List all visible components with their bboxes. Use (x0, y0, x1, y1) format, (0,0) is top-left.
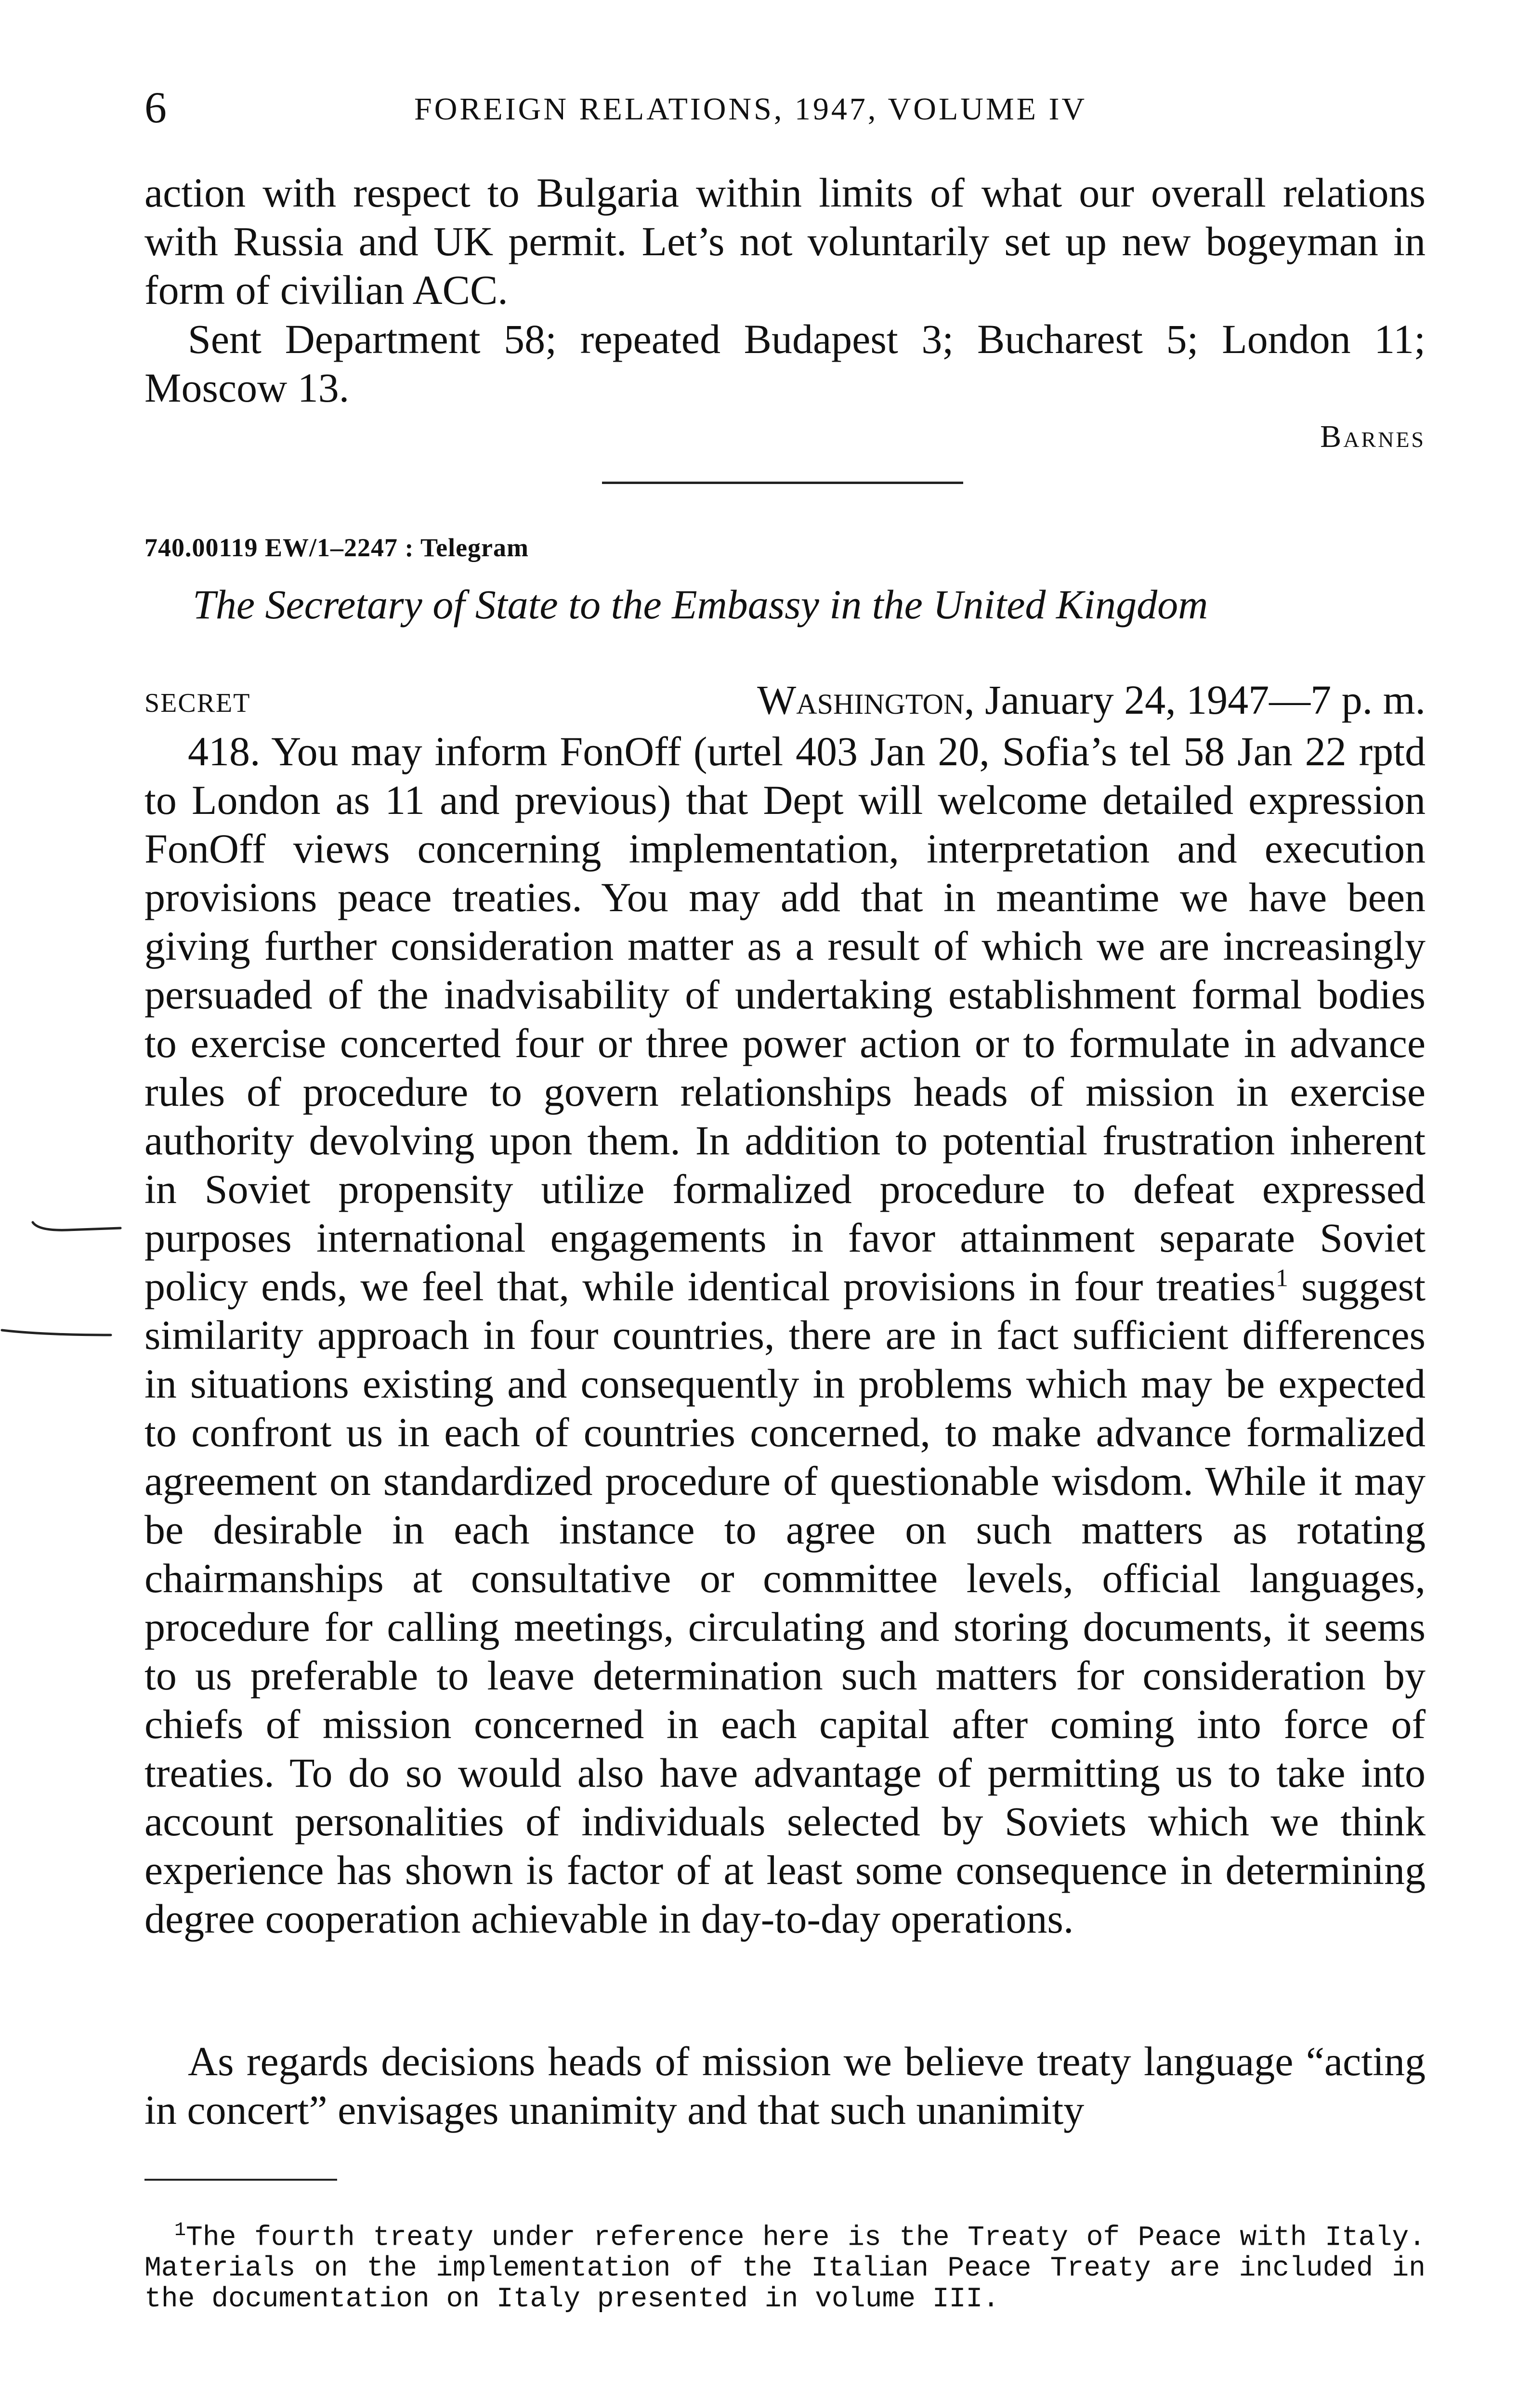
classification-label: SECRET (144, 688, 251, 718)
footnote (144, 2215, 1426, 2315)
document-title: The Secretary of State to the Embassy in the United Kingdom (193, 581, 1208, 628)
telegram-paragraph-2: As regards decisions heads of mission we believe treaty language “acting in concert” envisages unanimity and that such unanimity (144, 2038, 1426, 2133)
footnote-reference: 1 (1275, 1264, 1288, 1292)
telegram-text-part-2: suggest similarity approach in four countries, there are in fact sufficient differences in situations existing and consequently in problems which may be expected to confront us in each of countries concerned, to make advance formalized agreement on standardized procedure of questionable wisdom. While it may be desirable in each instance to agree on such matters as rotating chairmanships at consultative or committee levels, official languages, procedure for calling meetings, circulating and storing documents, it seems to us preferable to leave determination such matters for consideration by chiefs of mission concerned in each capital after coming into force of treaties. To do so would also have advantage of permitting us to take into account personalities of individuals selected by Soviets which we think experience has shown is factor of at least some consequence in determining degree cooperation achievable in day-to-day operations. (144, 1263, 1426, 1942)
margin-pencil-mark-2 (0, 1324, 116, 1344)
telegram-paragraph-1 (144, 727, 1426, 1943)
signature: Barnes (1320, 419, 1426, 454)
section-divider (602, 482, 963, 484)
running-head: FOREIGN RELATIONS, 1947, VOLUME IV (414, 92, 1087, 127)
footnote-divider (144, 2179, 337, 2181)
continuation-paragraph: action with respect to Bulgaria within limits of what our overall relations with Russia and UK permit. Let’s not voluntarily set up new bogeyman in form of civilian ACC. (144, 170, 1426, 313)
margin-pencil-mark-1 (29, 1218, 125, 1238)
dateline-date: , January 24, 1947—7 p. m. (964, 677, 1426, 723)
dateline-place: Washington (757, 677, 965, 723)
file-reference: 740.00119 EW/1–2247 : Telegram (144, 533, 529, 562)
distribution-paragraph: Sent Department 58; repeated Budapest 3; Bucharest 5; London 11; Moscow 13. (144, 316, 1426, 411)
page-number: 6 (144, 83, 167, 132)
footnote-marker: 1 (174, 2220, 186, 2241)
footnote-text: The fourth treaty under reference here is the Treaty of Peace with Italy. Materials on the implementation of the Italian Peace Treaty are included in the documentation on Italy presented in volume III. (144, 2222, 1426, 2316)
dateline (757, 673, 1426, 726)
telegram-text-part-1: 418. You may inform FonOff (urtel 403 Jan 20, Sofia’s tel 58 Jan 22 rptd to London as 11 and previous) that Dept will welcome detailed expression FonOff views concerning implementation, interpretation and execution provisions peace treaties. You may add that in meantime we have been giving further consideration matter as a result of which we are increasingly persuaded of the inadvisability of undertaking establishment formal bodies to exercise concerted four or three power action or to formulate in advance rules of procedure to govern relationships heads of mission in exercise authority devolving upon them. In addition to potential frustration inherent in Soviet propensity utilize formalized procedure to defeat expressed purposes international engagements in favor attainment separate Soviet policy ends, we feel that, while identical provisions in four treaties (144, 728, 1426, 1309)
page-header (144, 81, 1426, 134)
